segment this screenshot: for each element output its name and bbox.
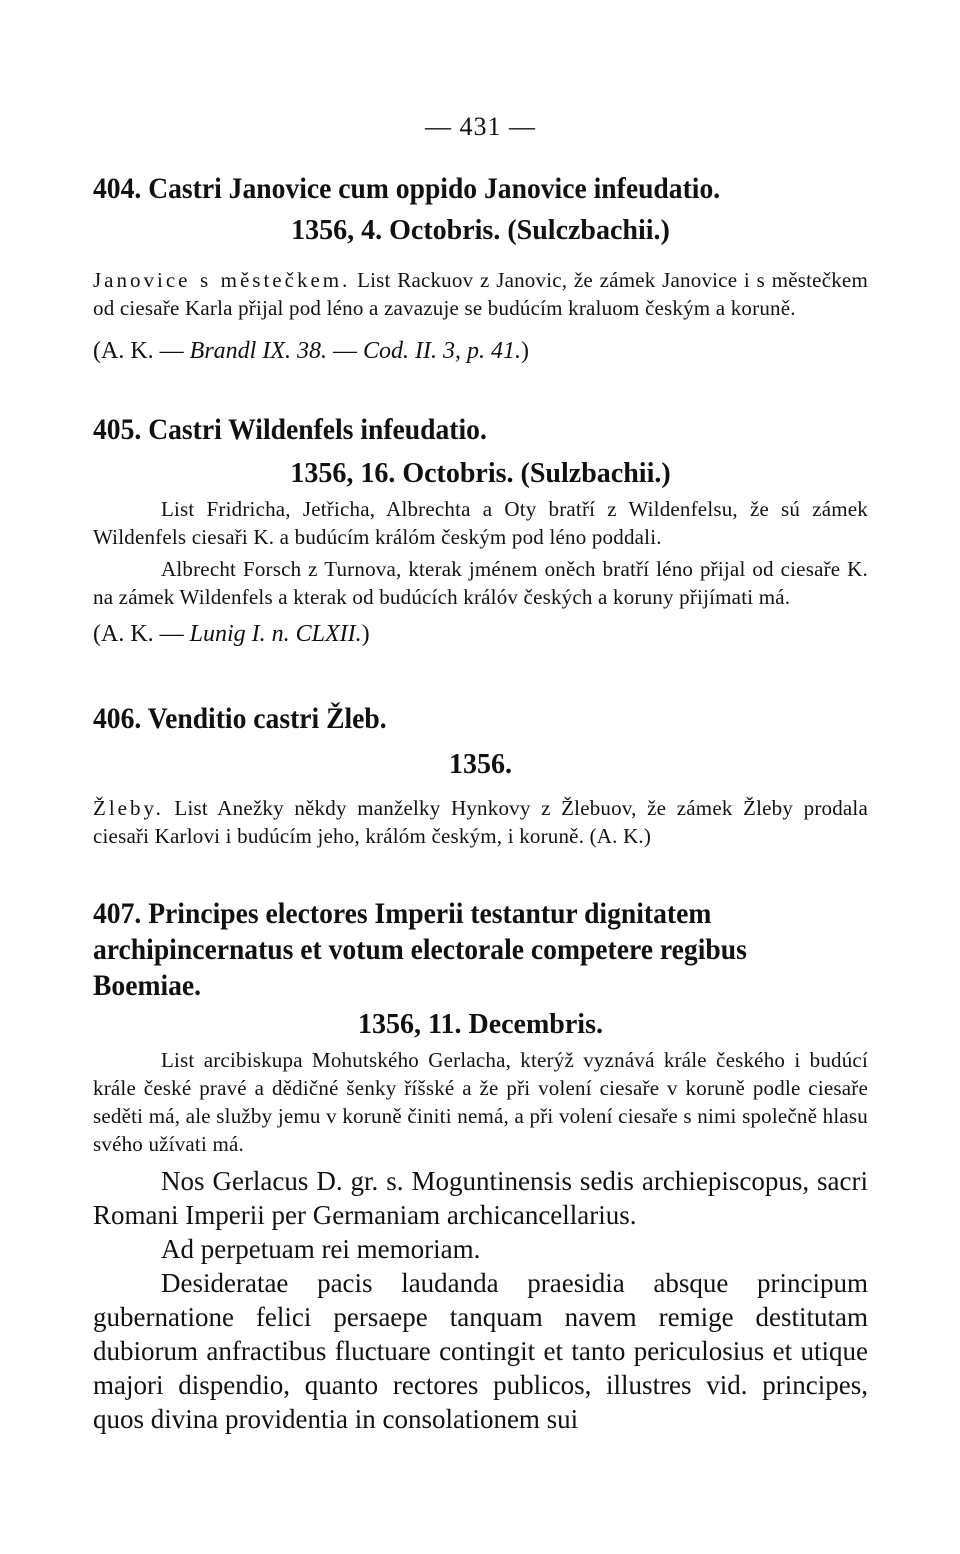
entry-404-citation: (A. K. — Brandl IX. 38. — Cod. II. 3, p. 41.) [93, 338, 529, 364]
entry-405-date: 1356, 16. Octobris. (Sulzbachii.) [290, 458, 671, 489]
entry-407 [93, 896, 868, 1436]
entry-404-title: Castri Janovice cum oppido Janovice infeudatio. [148, 172, 721, 205]
entry-407-title: 407. Principes electores Imperii testantur dignitatem archipincernatus et votum electorale competere regibus Boemiae. [93, 897, 747, 1002]
entry-407-latin-intro: Nos Gerlacus D. gr. s. Moguntinensis sedis archiepiscopus, sacri Romani Imperii per Germaniam archicancellarius. [93, 1166, 868, 1230]
entry-404-date: 1356, 4. Octobris. (Sulczbachii.) [291, 215, 670, 246]
entry-406 [93, 702, 868, 850]
entry-405-summary-2: Albrecht Forsch z Turnova, kterak jménem oněch bratří léno přijal od ciesaře K. na zámek Wildenfels a kterak od budúcích králóv českých a koruny přijímati má. [93, 557, 868, 609]
entry-404-place: Janovice s městečkem. [93, 268, 351, 292]
entry-404-summary: List Rackuov z Janovic, že zámek Janovice i s městečkem od ciesaře Karla přijal pod léno a zavazuje se budúcím kraluom českým a koruně. [93, 268, 868, 320]
entry-404-number: 404. [93, 172, 142, 205]
entry-407-summary: List arcibiskupa Mohutského Gerlacha, kterýž vyznává krále českého i budúcí krále české pravé a dědičné šenky říšské a že při volení ciesaře v koruně podle ciesaře seděti má, ale služby jemu v koruně činiti nemá, a při volení ciesaře s nimi společně hlasu svého užívati má. [93, 1048, 868, 1156]
entry-406-place: Žleby. [93, 796, 164, 820]
entry-407-date: 1356, 11. Decembris. [358, 1009, 603, 1040]
entry-405-title: 405. Castri Wildenfels infeudatio. [93, 413, 487, 446]
entry-407-latin-text: Desideratae pacis laudanda praesidia absque principum gubernatione felici persaepe tanquam navem remige destitutam dubiorum anfractibus fluctuare contingit et tanto periculosius et utique majori dispendio, quanto rectores publicos, illustres vid. principes, quos divina providentia in consolationem sui [93, 1268, 868, 1434]
entry-407-latin-formula: Ad perpetuam rei memoriam. [161, 1234, 481, 1264]
entry-405-citation: (A. K. — Lunig I. n. CLXII.) [93, 621, 370, 647]
entry-406-date: 1356. [449, 749, 512, 780]
page-number: — 431 — [425, 112, 536, 141]
entry-405-summary-1: List Fridricha, Jetřicha, Albrechta a Oty bratří z Wildenfelsu, že sú zámek Wildenfels ciesaři K. a budúcím králóm českým pod léno poddali. [93, 497, 868, 549]
entry-404 [93, 172, 868, 368]
entry-406-summary: List Anežky někdy manželky Hynkovy z Žlebuov, že zámek Žleby prodala ciesaři Karlovi i budúcím jeho, králóm českým, i koruně. (A. K.) [93, 796, 868, 848]
entry-406-title: 406. Venditio castri Žleb. [93, 702, 387, 735]
entry-405 [93, 413, 868, 651]
